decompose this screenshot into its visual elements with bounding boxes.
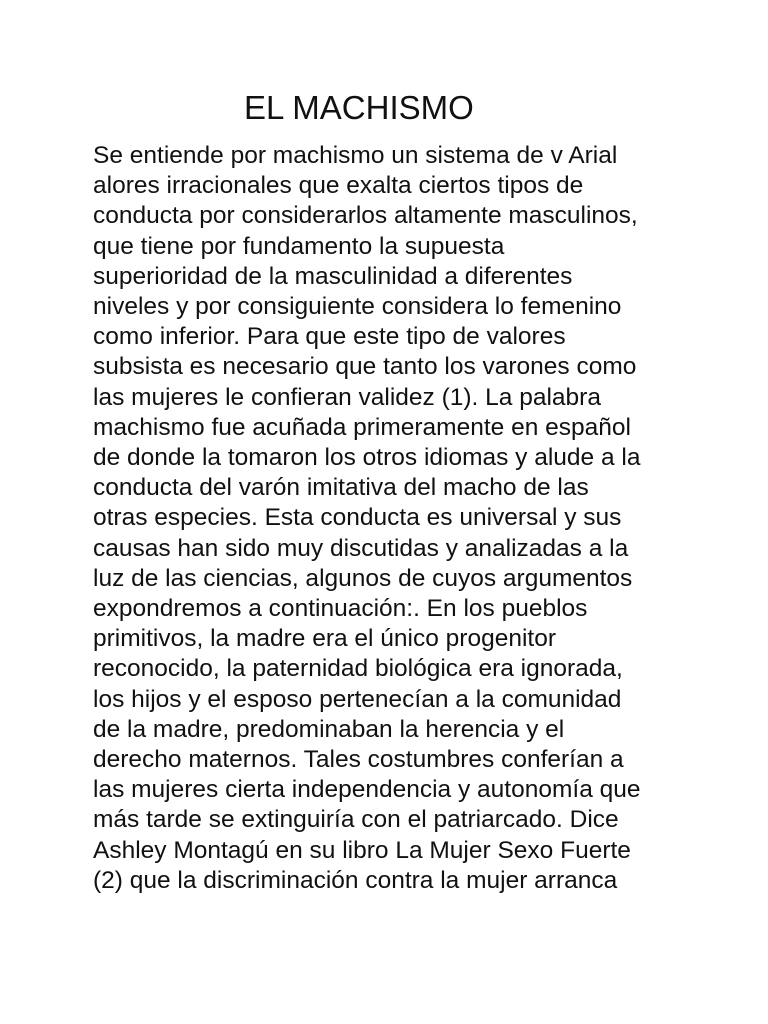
text-line: luz de las ciencias, algunos de cuyos argumentos [93,564,633,592]
text-line: Se entiende por machismo un sistema de v Arial [93,142,618,169]
text-line: superioridad de la masculinidad a diferentes [93,262,573,290]
text-line: los hijos y el esposo pertenecían a la comunidad [93,685,622,713]
text-line: derecho maternos. Tales costumbres conferían a [93,746,624,774]
text-line: causas han sido muy discutidas y analizadas a la [93,534,629,562]
text-line: de donde la tomaron los otros idiomas y alude a la [93,444,641,472]
text-line: Ashley Montagú en su libro La Mujer Sexo Fuerte [93,836,631,864]
text-line: que tiene por fundamento la supuesta [93,232,505,260]
document-title: EL MACHISMO [244,89,474,126]
text-line: como inferior. Para que este tipo de valores [93,323,566,351]
text-line: conducta por considerarlos altamente masculinos, [93,202,638,230]
text-line: de la madre, predominaban la herencia y el [93,715,565,743]
text-line: expondremos a continuación:. En los pueblos [93,595,588,623]
text-line: niveles y por consiguiente considera lo femenino [93,293,622,321]
body-paragraph [93,141,693,896]
text-line: machismo fue acuñada primeramente en español [93,413,631,441]
text-line: primitivos, la madre era el único progenitor [93,625,556,653]
text-line: subsista es necesario que tanto los varones como [93,353,637,381]
text-line: otras especies. Esta conducta es universal y sus [93,504,622,532]
text-line: más tarde se extinguiría con el patriarcado. Dice [93,806,619,834]
text-line: reconocido, la paternidad biológica era ignorada, [93,655,623,683]
text-line: las mujeres le confieran validez (1). La palabra [93,383,601,411]
text-line: las mujeres cierta independencia y autonomía que [93,776,641,804]
text-line: alores irracionales que exalta ciertos tipos de [93,172,584,200]
text-line: (2) que la discriminación contra la mujer arranca [93,866,618,894]
text-line: conducta del varón imitativa del macho de las [93,474,589,502]
